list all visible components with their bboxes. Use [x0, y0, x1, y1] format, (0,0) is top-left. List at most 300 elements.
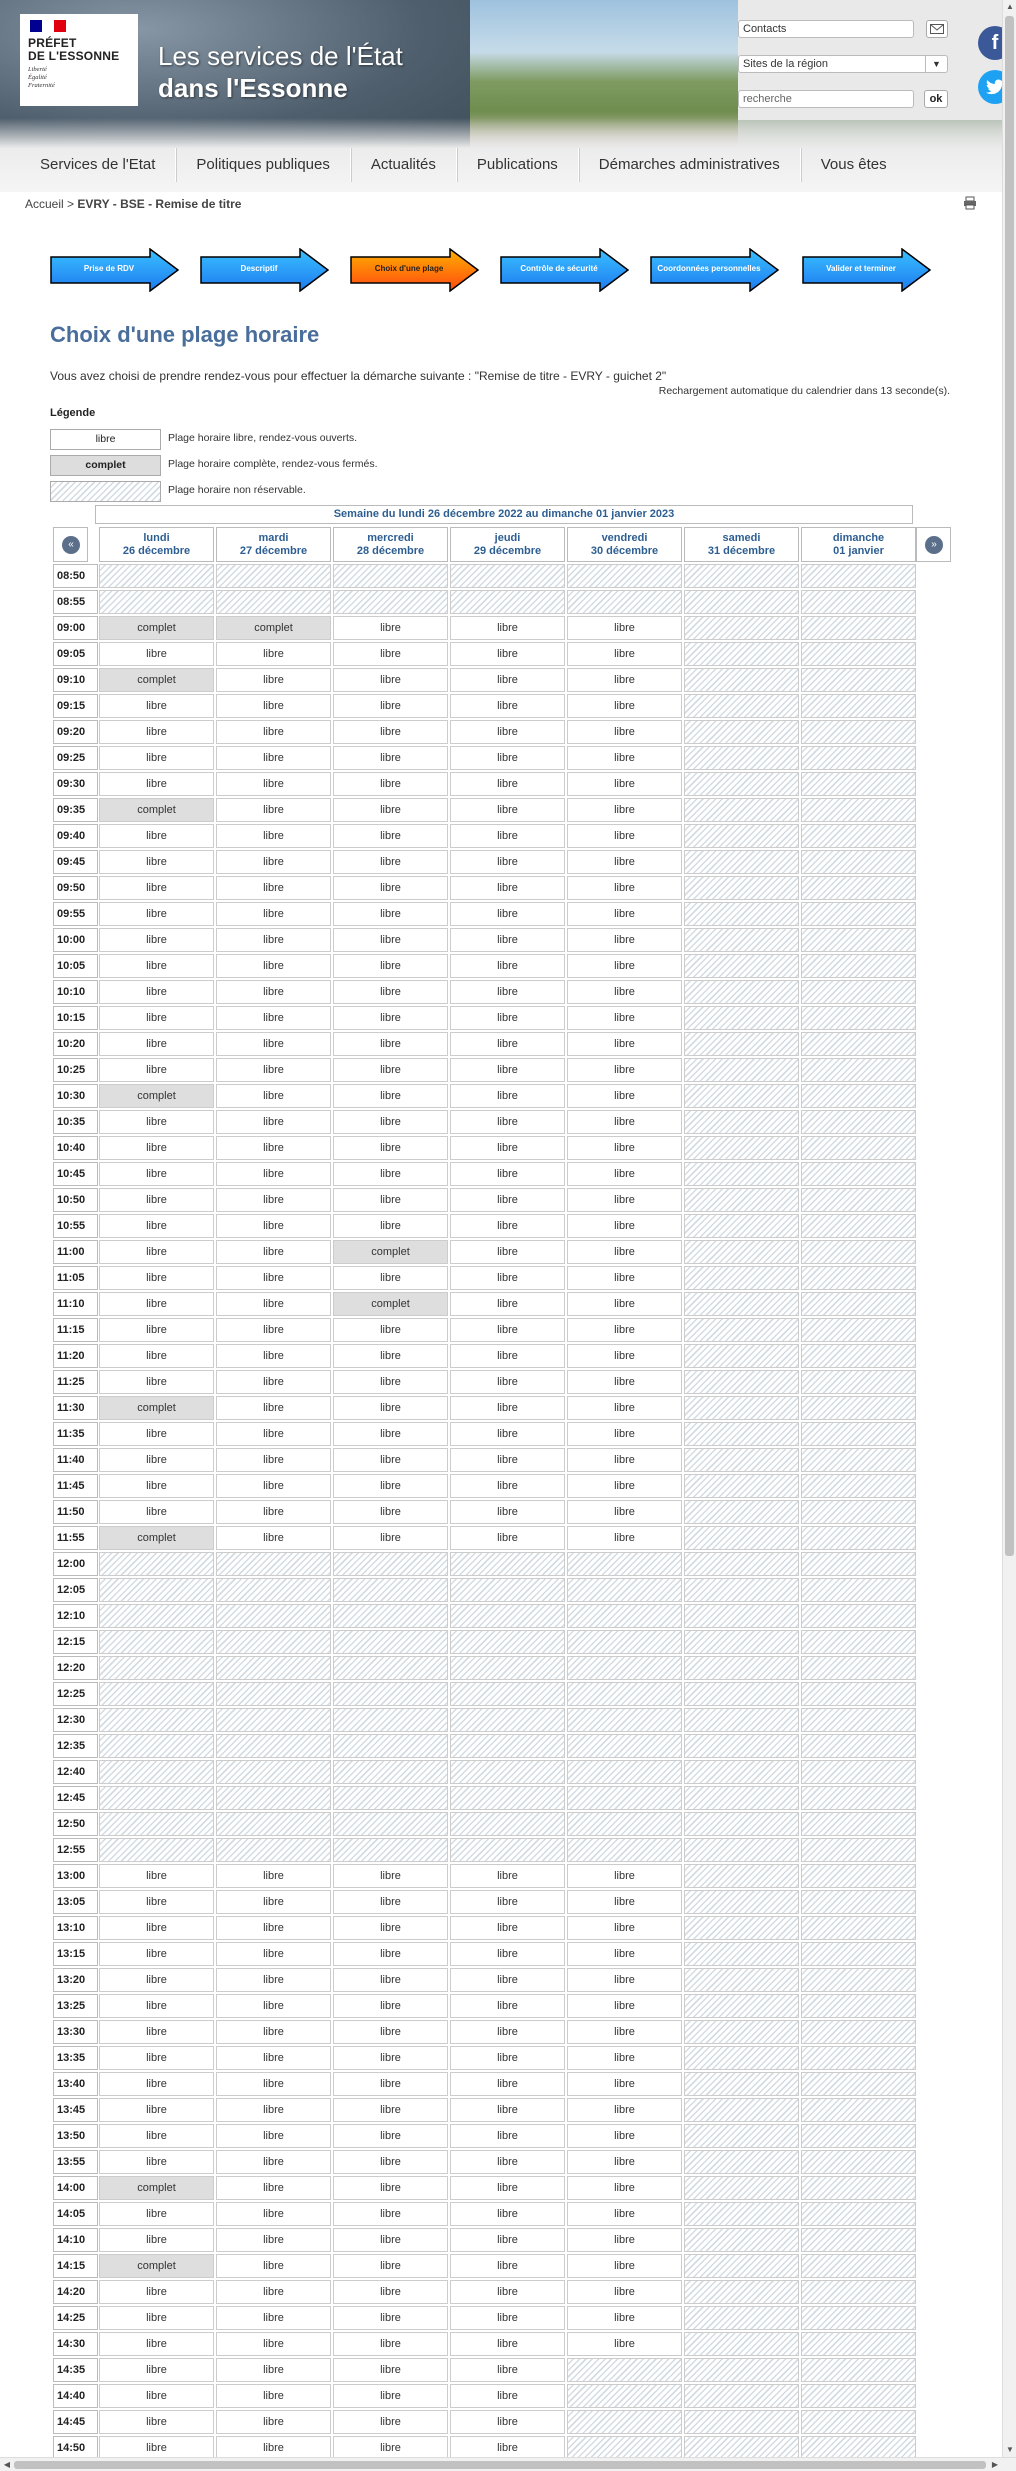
- slot-libre[interactable]: libre: [216, 1214, 331, 1238]
- mail-icon[interactable]: [926, 20, 948, 38]
- slot-libre[interactable]: libre: [450, 2150, 565, 2174]
- slot-libre[interactable]: libre: [333, 980, 448, 1004]
- slot-libre[interactable]: libre: [567, 642, 682, 666]
- slot-libre[interactable]: libre: [450, 1500, 565, 1524]
- slot-libre[interactable]: libre: [99, 876, 214, 900]
- slot-libre[interactable]: libre: [567, 1266, 682, 1290]
- slot-libre[interactable]: libre: [567, 876, 682, 900]
- slot-libre[interactable]: libre: [99, 1110, 214, 1134]
- slot-libre[interactable]: libre: [216, 798, 331, 822]
- slot-libre[interactable]: libre: [216, 2280, 331, 2304]
- slot-libre[interactable]: libre: [567, 928, 682, 952]
- site-title[interactable]: [158, 40, 403, 104]
- slot-libre[interactable]: libre: [216, 980, 331, 1004]
- slot-libre[interactable]: libre: [333, 928, 448, 952]
- slot-libre[interactable]: libre: [567, 1448, 682, 1472]
- slot-libre[interactable]: libre: [567, 2150, 682, 2174]
- slot-libre[interactable]: libre: [99, 2410, 214, 2434]
- slot-libre[interactable]: libre: [99, 1474, 214, 1498]
- nav-item-actualites[interactable]: Actualités: [351, 148, 457, 182]
- slot-libre[interactable]: libre: [99, 1136, 214, 1160]
- slot-libre[interactable]: libre: [450, 1136, 565, 1160]
- slot-libre[interactable]: libre: [567, 746, 682, 770]
- slot-libre[interactable]: libre: [99, 1994, 214, 2018]
- slot-libre[interactable]: libre: [333, 2124, 448, 2148]
- slot-libre[interactable]: libre: [333, 694, 448, 718]
- slot-libre[interactable]: libre: [216, 720, 331, 744]
- slot-libre[interactable]: libre: [99, 2306, 214, 2330]
- slot-libre[interactable]: libre: [450, 1266, 565, 1290]
- slot-libre[interactable]: libre: [99, 1292, 214, 1316]
- slot-libre[interactable]: libre: [99, 2358, 214, 2382]
- slot-libre[interactable]: libre: [99, 824, 214, 848]
- slot-libre[interactable]: libre: [450, 1188, 565, 1212]
- slot-libre[interactable]: libre: [99, 850, 214, 874]
- slot-libre[interactable]: libre: [333, 1318, 448, 1342]
- slot-libre[interactable]: libre: [216, 746, 331, 770]
- slot-libre[interactable]: libre: [216, 668, 331, 692]
- slot-libre[interactable]: libre: [567, 1058, 682, 1082]
- slot-libre[interactable]: libre: [99, 2020, 214, 2044]
- slot-libre[interactable]: libre: [333, 850, 448, 874]
- slot-libre[interactable]: libre: [450, 616, 565, 640]
- slot-libre[interactable]: libre: [99, 2150, 214, 2174]
- slot-libre[interactable]: libre: [333, 1110, 448, 1134]
- slot-libre[interactable]: libre: [333, 1214, 448, 1238]
- slot-libre[interactable]: libre: [99, 1864, 214, 1888]
- slot-libre[interactable]: libre: [216, 2332, 331, 2356]
- slot-libre[interactable]: libre: [567, 720, 682, 744]
- slot-libre[interactable]: libre: [567, 2176, 682, 2200]
- slot-libre[interactable]: libre: [450, 1240, 565, 1264]
- slot-libre[interactable]: libre: [216, 2124, 331, 2148]
- slot-libre[interactable]: libre: [216, 1370, 331, 1394]
- slot-libre[interactable]: libre: [99, 1890, 214, 1914]
- slot-libre[interactable]: libre: [450, 2436, 565, 2460]
- slot-libre[interactable]: libre: [99, 2280, 214, 2304]
- nav-item-politiques[interactable]: Politiques publiques: [176, 148, 350, 182]
- slot-libre[interactable]: libre: [216, 2176, 331, 2200]
- slot-libre[interactable]: libre: [216, 1968, 331, 1992]
- slot-libre[interactable]: libre: [333, 746, 448, 770]
- slot-libre[interactable]: libre: [216, 1318, 331, 1342]
- slot-libre[interactable]: libre: [450, 2098, 565, 2122]
- slot-libre[interactable]: libre: [99, 1032, 214, 1056]
- slot-libre[interactable]: libre: [450, 1292, 565, 1316]
- slot-libre[interactable]: libre: [450, 720, 565, 744]
- slot-libre[interactable]: libre: [333, 616, 448, 640]
- slot-libre[interactable]: libre: [450, 2358, 565, 2382]
- slot-libre[interactable]: libre: [567, 1942, 682, 1966]
- slot-libre[interactable]: libre: [333, 1916, 448, 1940]
- slot-libre[interactable]: libre: [216, 2150, 331, 2174]
- slot-libre[interactable]: libre: [99, 2072, 214, 2096]
- slot-libre[interactable]: libre: [333, 1396, 448, 1420]
- slot-libre[interactable]: libre: [216, 1162, 331, 1186]
- vertical-scroll-thumb[interactable]: [1005, 16, 1014, 1556]
- slot-libre[interactable]: libre: [216, 1916, 331, 1940]
- slot-libre[interactable]: libre: [567, 1110, 682, 1134]
- slot-libre[interactable]: libre: [99, 1214, 214, 1238]
- slot-libre[interactable]: libre: [333, 1188, 448, 1212]
- slot-libre[interactable]: libre: [99, 2228, 214, 2252]
- slot-libre[interactable]: libre: [216, 1344, 331, 1368]
- slot-libre[interactable]: libre: [567, 694, 682, 718]
- slot-libre[interactable]: libre: [450, 1344, 565, 1368]
- slot-libre[interactable]: libre: [99, 1916, 214, 1940]
- slot-libre[interactable]: libre: [99, 1500, 214, 1524]
- facebook-icon[interactable]: f: [978, 26, 1012, 60]
- slot-libre[interactable]: libre: [450, 2176, 565, 2200]
- slot-libre[interactable]: libre: [99, 1240, 214, 1264]
- slot-libre[interactable]: libre: [333, 1006, 448, 1030]
- slot-libre[interactable]: libre: [216, 1110, 331, 1134]
- slot-libre[interactable]: libre: [99, 954, 214, 978]
- scroll-left-icon[interactable]: ◀: [3, 2460, 11, 2469]
- slot-libre[interactable]: libre: [450, 2046, 565, 2070]
- slot-libre[interactable]: libre: [216, 1032, 331, 1056]
- slot-libre[interactable]: libre: [99, 1422, 214, 1446]
- slot-libre[interactable]: libre: [567, 1032, 682, 1056]
- slot-libre[interactable]: libre: [567, 2332, 682, 2356]
- slot-libre[interactable]: libre: [567, 798, 682, 822]
- slot-libre[interactable]: libre: [216, 694, 331, 718]
- slot-libre[interactable]: libre: [567, 2306, 682, 2330]
- horizontal-scroll-thumb[interactable]: [14, 2461, 986, 2469]
- slot-libre[interactable]: libre: [216, 1240, 331, 1264]
- slot-libre[interactable]: libre: [333, 2150, 448, 2174]
- slot-libre[interactable]: libre: [99, 1318, 214, 1342]
- slot-libre[interactable]: libre: [216, 1422, 331, 1446]
- slot-libre[interactable]: libre: [333, 1474, 448, 1498]
- slot-libre[interactable]: libre: [333, 824, 448, 848]
- slot-libre[interactable]: libre: [333, 954, 448, 978]
- slot-libre[interactable]: libre: [567, 1370, 682, 1394]
- slot-libre[interactable]: libre: [567, 850, 682, 874]
- slot-libre[interactable]: libre: [216, 2410, 331, 2434]
- slot-libre[interactable]: libre: [450, 798, 565, 822]
- slot-libre[interactable]: libre: [216, 1500, 331, 1524]
- slot-libre[interactable]: libre: [450, 1474, 565, 1498]
- horizontal-scrollbar[interactable]: [0, 2457, 1016, 2471]
- scroll-down-icon[interactable]: ▼: [1006, 2445, 1014, 2454]
- slot-libre[interactable]: libre: [333, 876, 448, 900]
- slot-libre[interactable]: libre: [216, 954, 331, 978]
- slot-libre[interactable]: libre: [216, 2072, 331, 2096]
- slot-libre[interactable]: libre: [567, 1968, 682, 1992]
- slot-libre[interactable]: libre: [216, 1994, 331, 2018]
- slot-libre[interactable]: libre: [450, 1890, 565, 1914]
- slot-libre[interactable]: libre: [567, 1916, 682, 1940]
- slot-libre[interactable]: libre: [333, 2410, 448, 2434]
- slot-libre[interactable]: libre: [567, 2228, 682, 2252]
- slot-libre[interactable]: libre: [333, 2358, 448, 2382]
- slot-libre[interactable]: libre: [333, 798, 448, 822]
- slot-libre[interactable]: libre: [450, 1916, 565, 1940]
- nav-item-vous-etes[interactable]: Vous êtes: [820, 156, 887, 173]
- slot-libre[interactable]: libre: [450, 2202, 565, 2226]
- slot-libre[interactable]: libre: [333, 1994, 448, 2018]
- slot-libre[interactable]: libre: [216, 1058, 331, 1082]
- slot-libre[interactable]: libre: [333, 2332, 448, 2356]
- slot-libre[interactable]: libre: [99, 2436, 214, 2460]
- slot-libre[interactable]: libre: [216, 876, 331, 900]
- slot-libre[interactable]: libre: [567, 1292, 682, 1316]
- slot-libre[interactable]: libre: [450, 1448, 565, 1472]
- slot-libre[interactable]: libre: [99, 1162, 214, 1186]
- slot-libre[interactable]: libre: [333, 720, 448, 744]
- slot-libre[interactable]: libre: [567, 2072, 682, 2096]
- slot-libre[interactable]: libre: [216, 2306, 331, 2330]
- slot-libre[interactable]: libre: [216, 2228, 331, 2252]
- slot-libre[interactable]: libre: [567, 1474, 682, 1498]
- slot-libre[interactable]: libre: [567, 1214, 682, 1238]
- slot-libre[interactable]: libre: [450, 1526, 565, 1550]
- slot-libre[interactable]: libre: [333, 772, 448, 796]
- slot-libre[interactable]: libre: [216, 2358, 331, 2382]
- slot-libre[interactable]: libre: [216, 1890, 331, 1914]
- slot-libre[interactable]: libre: [99, 902, 214, 926]
- slot-libre[interactable]: libre: [99, 746, 214, 770]
- slot-libre[interactable]: libre: [216, 1448, 331, 1472]
- slot-libre[interactable]: libre: [333, 2280, 448, 2304]
- slot-libre[interactable]: libre: [333, 902, 448, 926]
- search-input[interactable]: recherche: [738, 90, 914, 108]
- slot-libre[interactable]: libre: [450, 1370, 565, 1394]
- slot-libre[interactable]: libre: [450, 1110, 565, 1134]
- nav-item-services[interactable]: Services de l'Etat: [20, 148, 176, 182]
- slot-libre[interactable]: libre: [216, 824, 331, 848]
- scroll-right-icon[interactable]: ▶: [991, 2460, 999, 2469]
- slot-libre[interactable]: libre: [450, 1318, 565, 1342]
- slot-libre[interactable]: libre: [99, 2124, 214, 2148]
- slot-libre[interactable]: libre: [333, 2046, 448, 2070]
- slot-libre[interactable]: libre: [216, 1942, 331, 1966]
- slot-libre[interactable]: libre: [567, 1162, 682, 1186]
- slot-libre[interactable]: libre: [99, 1344, 214, 1368]
- slot-libre[interactable]: libre: [567, 616, 682, 640]
- slot-libre[interactable]: libre: [450, 2254, 565, 2278]
- slot-libre[interactable]: libre: [567, 668, 682, 692]
- slot-libre[interactable]: libre: [99, 2046, 214, 2070]
- slot-libre[interactable]: libre: [333, 2202, 448, 2226]
- slot-libre[interactable]: libre: [216, 2254, 331, 2278]
- slot-libre[interactable]: libre: [333, 1058, 448, 1082]
- slot-libre[interactable]: libre: [450, 668, 565, 692]
- slot-libre[interactable]: libre: [333, 1266, 448, 1290]
- slot-libre[interactable]: libre: [450, 2124, 565, 2148]
- slot-libre[interactable]: libre: [567, 1318, 682, 1342]
- slot-libre[interactable]: libre: [450, 928, 565, 952]
- slot-libre[interactable]: libre: [450, 850, 565, 874]
- slot-libre[interactable]: libre: [567, 1422, 682, 1446]
- slot-libre[interactable]: libre: [450, 1396, 565, 1420]
- slot-libre[interactable]: libre: [333, 1162, 448, 1186]
- slot-libre[interactable]: libre: [450, 746, 565, 770]
- slot-libre[interactable]: libre: [450, 1084, 565, 1108]
- slot-libre[interactable]: libre: [567, 1344, 682, 1368]
- nav-item-publications[interactable]: Publications: [457, 148, 579, 182]
- slot-libre[interactable]: libre: [216, 2020, 331, 2044]
- prefet-logo[interactable]: [20, 14, 138, 106]
- slot-libre[interactable]: libre: [99, 2384, 214, 2408]
- slot-libre[interactable]: libre: [450, 1864, 565, 1888]
- slot-libre[interactable]: libre: [216, 2098, 331, 2122]
- slot-libre[interactable]: libre: [99, 1266, 214, 1290]
- printer-icon[interactable]: [963, 196, 977, 210]
- slot-libre[interactable]: libre: [333, 1032, 448, 1056]
- slot-libre[interactable]: libre: [216, 1006, 331, 1030]
- slot-libre[interactable]: libre: [567, 2020, 682, 2044]
- slot-libre[interactable]: libre: [216, 2046, 331, 2070]
- slot-libre[interactable]: libre: [99, 1058, 214, 1082]
- slot-libre[interactable]: libre: [333, 642, 448, 666]
- slot-libre[interactable]: libre: [567, 1500, 682, 1524]
- slot-libre[interactable]: libre: [216, 642, 331, 666]
- slot-libre[interactable]: libre: [567, 1890, 682, 1914]
- slot-libre[interactable]: libre: [216, 772, 331, 796]
- slot-libre[interactable]: libre: [450, 2020, 565, 2044]
- slot-libre[interactable]: libre: [216, 1864, 331, 1888]
- slot-libre[interactable]: libre: [450, 2332, 565, 2356]
- slot-libre[interactable]: libre: [333, 1136, 448, 1160]
- slot-libre[interactable]: libre: [567, 2254, 682, 2278]
- slot-libre[interactable]: libre: [333, 1370, 448, 1394]
- slot-libre[interactable]: libre: [333, 2384, 448, 2408]
- slot-libre[interactable]: libre: [333, 1526, 448, 1550]
- slot-libre[interactable]: libre: [567, 954, 682, 978]
- slot-libre[interactable]: libre: [567, 2280, 682, 2304]
- slot-libre[interactable]: libre: [567, 1188, 682, 1212]
- slot-libre[interactable]: libre: [333, 1500, 448, 1524]
- slot-libre[interactable]: libre: [99, 642, 214, 666]
- slot-libre[interactable]: libre: [450, 694, 565, 718]
- slot-libre[interactable]: libre: [216, 1084, 331, 1108]
- slot-libre[interactable]: libre: [333, 2254, 448, 2278]
- slot-libre[interactable]: libre: [333, 1890, 448, 1914]
- slot-libre[interactable]: libre: [333, 2228, 448, 2252]
- slot-libre[interactable]: libre: [450, 2228, 565, 2252]
- slot-libre[interactable]: libre: [567, 2098, 682, 2122]
- slot-libre[interactable]: libre: [216, 2202, 331, 2226]
- slot-libre[interactable]: libre: [450, 1942, 565, 1966]
- slot-libre[interactable]: libre: [333, 1448, 448, 1472]
- slot-libre[interactable]: libre: [333, 1968, 448, 1992]
- slot-libre[interactable]: libre: [99, 1448, 214, 1472]
- slot-libre[interactable]: libre: [567, 1994, 682, 2018]
- slot-libre[interactable]: libre: [99, 1188, 214, 1212]
- slot-libre[interactable]: libre: [216, 1474, 331, 1498]
- slot-libre[interactable]: libre: [216, 1188, 331, 1212]
- slot-libre[interactable]: libre: [216, 902, 331, 926]
- slot-libre[interactable]: libre: [450, 2384, 565, 2408]
- slot-libre[interactable]: libre: [333, 1422, 448, 1446]
- slot-libre[interactable]: libre: [99, 772, 214, 796]
- slot-libre[interactable]: libre: [567, 2046, 682, 2070]
- prev-week-button[interactable]: [53, 527, 88, 562]
- slot-libre[interactable]: libre: [333, 2436, 448, 2460]
- slot-libre[interactable]: libre: [450, 902, 565, 926]
- nav-item-demarches[interactable]: Démarches administratives: [579, 148, 801, 182]
- slot-libre[interactable]: libre: [450, 954, 565, 978]
- slot-libre[interactable]: libre: [450, 876, 565, 900]
- slot-libre[interactable]: libre: [99, 694, 214, 718]
- slot-libre[interactable]: libre: [567, 824, 682, 848]
- contacts-field[interactable]: Contacts: [738, 20, 914, 38]
- slot-libre[interactable]: libre: [216, 1136, 331, 1160]
- slot-libre[interactable]: libre: [450, 1994, 565, 2018]
- slot-libre[interactable]: libre: [216, 1526, 331, 1550]
- slot-libre[interactable]: libre: [450, 1006, 565, 1030]
- search-ok-button[interactable]: ok: [924, 90, 948, 108]
- slot-libre[interactable]: libre: [333, 1344, 448, 1368]
- slot-libre[interactable]: libre: [567, 1864, 682, 1888]
- slot-libre[interactable]: libre: [333, 2098, 448, 2122]
- slot-libre[interactable]: libre: [450, 642, 565, 666]
- slot-libre[interactable]: libre: [99, 1968, 214, 1992]
- slot-libre[interactable]: libre: [333, 668, 448, 692]
- slot-libre[interactable]: libre: [450, 772, 565, 796]
- slot-libre[interactable]: libre: [99, 720, 214, 744]
- slot-libre[interactable]: libre: [99, 2332, 214, 2356]
- slot-libre[interactable]: libre: [450, 1214, 565, 1238]
- slot-libre[interactable]: libre: [333, 2072, 448, 2096]
- slot-libre[interactable]: libre: [99, 1942, 214, 1966]
- slot-libre[interactable]: libre: [333, 2020, 448, 2044]
- slot-libre[interactable]: libre: [99, 1370, 214, 1394]
- next-week-button[interactable]: [916, 527, 951, 562]
- slot-libre[interactable]: libre: [450, 2280, 565, 2304]
- slot-libre[interactable]: libre: [450, 2306, 565, 2330]
- slot-libre[interactable]: libre: [567, 980, 682, 1004]
- slot-libre[interactable]: libre: [99, 2202, 214, 2226]
- slot-libre[interactable]: libre: [567, 1084, 682, 1108]
- slot-libre[interactable]: libre: [99, 2098, 214, 2122]
- slot-libre[interactable]: libre: [216, 2436, 331, 2460]
- slot-libre[interactable]: libre: [450, 2072, 565, 2096]
- vertical-scrollbar[interactable]: [1002, 0, 1016, 2457]
- slot-libre[interactable]: libre: [450, 1032, 565, 1056]
- slot-libre[interactable]: libre: [333, 1084, 448, 1108]
- slot-libre[interactable]: libre: [450, 1058, 565, 1082]
- slot-libre[interactable]: libre: [216, 2384, 331, 2408]
- slot-libre[interactable]: libre: [450, 1968, 565, 1992]
- slot-libre[interactable]: libre: [567, 2124, 682, 2148]
- slot-libre[interactable]: libre: [567, 1006, 682, 1030]
- slot-libre[interactable]: libre: [333, 1864, 448, 1888]
- slot-libre[interactable]: libre: [567, 1240, 682, 1264]
- slot-libre[interactable]: libre: [216, 928, 331, 952]
- slot-libre[interactable]: libre: [567, 902, 682, 926]
- breadcrumb-home[interactable]: Accueil: [25, 197, 64, 211]
- slot-libre[interactable]: libre: [216, 1396, 331, 1420]
- slot-libre[interactable]: libre: [567, 2202, 682, 2226]
- slot-libre[interactable]: libre: [333, 2176, 448, 2200]
- slot-libre[interactable]: libre: [450, 980, 565, 1004]
- slot-libre[interactable]: libre: [333, 2306, 448, 2330]
- slot-libre[interactable]: libre: [567, 1526, 682, 1550]
- slot-libre[interactable]: libre: [567, 772, 682, 796]
- slot-libre[interactable]: libre: [450, 824, 565, 848]
- slot-libre[interactable]: libre: [216, 850, 331, 874]
- slot-libre[interactable]: libre: [216, 1292, 331, 1316]
- slot-libre[interactable]: libre: [567, 1136, 682, 1160]
- region-select[interactable]: [738, 55, 948, 73]
- slot-libre[interactable]: libre: [567, 1396, 682, 1420]
- slot-libre[interactable]: libre: [216, 1266, 331, 1290]
- slot-libre[interactable]: libre: [99, 1006, 214, 1030]
- slot-libre[interactable]: libre: [450, 1162, 565, 1186]
